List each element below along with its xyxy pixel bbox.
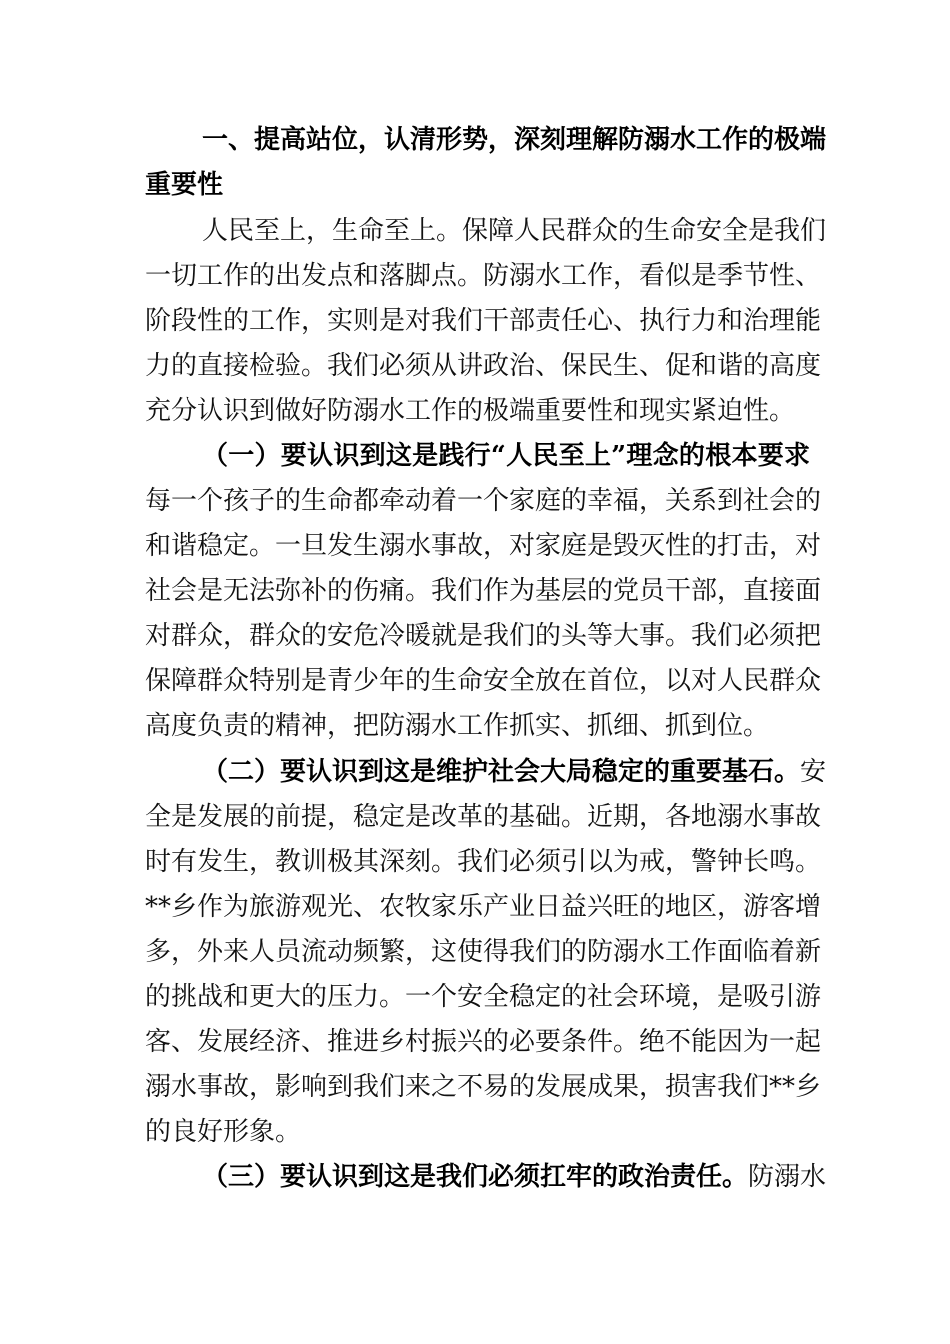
subsection-2-title: （二）要认识到这是维护社会大局稳定的重要基石。 bbox=[202, 757, 801, 787]
paragraph-2-line-4: 对群众，群众的安危冷暖就是我们的头等大事。我们必须把 bbox=[145, 621, 822, 651]
subsection-3-title: （三）要认识到这是我们必须扛牢的政治责任。 bbox=[202, 1162, 749, 1192]
subsection-3-first-text: 防溺水 bbox=[748, 1162, 827, 1192]
paragraph-1-line-1: 人民至上，生命至上。保障人民群众的生命安全是我们 bbox=[202, 216, 827, 246]
subsection-1-title: （一）要认识到这是践行“人民至上”理念的根本要求 bbox=[202, 441, 810, 471]
paragraph-3-line-7: 溺水事故，影响到我们来之不易的发展成果，损害我们**乡 bbox=[145, 1072, 822, 1102]
paragraph-2-line-3: 社会是无法弥补的伤痛。我们作为基层的党员干部，直接面 bbox=[145, 576, 822, 606]
paragraph-3-line-8: 的良好形象。 bbox=[145, 1117, 302, 1147]
paragraph-2-line-5: 保障群众特别是青少年的生命安全放在首位，以对人民群众 bbox=[145, 666, 822, 696]
paragraph-3-line-4: 多，外来人员流动频繁，这使得我们的防溺水工作面临着新 bbox=[145, 937, 822, 967]
paragraph-1-line-2: 一切工作的出发点和落脚点。防溺水工作，看似是季节性、 bbox=[145, 261, 822, 291]
paragraph-1-line-3: 阶段性的工作，实则是对我们干部责任心、执行力和治理能 bbox=[145, 306, 822, 336]
section-heading-line-1: 一、提高站位，认清形势，深刻理解防溺水工作的极端 bbox=[202, 125, 827, 155]
paragraph-3-line-1: 全是发展的前提，稳定是改革的基础。近期，各地溺水事故 bbox=[145, 802, 822, 832]
paragraph-3-line-5: 的挑战和更大的压力。一个安全稳定的社会环境，是吸引游 bbox=[145, 982, 822, 1012]
paragraph-2-line-1: 每一个孩子的生命都牵动着一个家庭的幸福，关系到社会的 bbox=[145, 486, 822, 516]
paragraph-2-line-6: 高度负责的精神，把防溺水工作抓实、抓细、抓到位。 bbox=[145, 711, 770, 741]
paragraph-3-line-2: 时有发生，教训极其深刻。我们必须引以为戒，警钟长鸣。 bbox=[145, 847, 822, 877]
paragraph-2-line-2: 和谐稳定。一旦发生溺水事故，对家庭是毁灭性的打击，对 bbox=[145, 531, 822, 561]
subsection-3-line bbox=[202, 1155, 827, 1199]
paragraph-3-line-3: **乡作为旅游观光、农牧家乐产业日益兴旺的地区，游客增 bbox=[145, 892, 822, 922]
paragraph-1-line-5: 充分认识到做好防溺水工作的极端重要性和现实紧迫性。 bbox=[145, 396, 796, 426]
subsection-2-first-text: 安 bbox=[800, 757, 827, 787]
paragraph-1-line-4: 力的直接检验。我们必须从讲政治、保民生、促和谐的高度 bbox=[145, 351, 822, 381]
paragraph-3-line-6: 客、发展经济、推进乡村振兴的必要条件。绝不能因为一起 bbox=[145, 1027, 822, 1057]
subsection-2-line bbox=[202, 750, 827, 794]
section-heading-line-2: 重要性 bbox=[145, 170, 224, 200]
